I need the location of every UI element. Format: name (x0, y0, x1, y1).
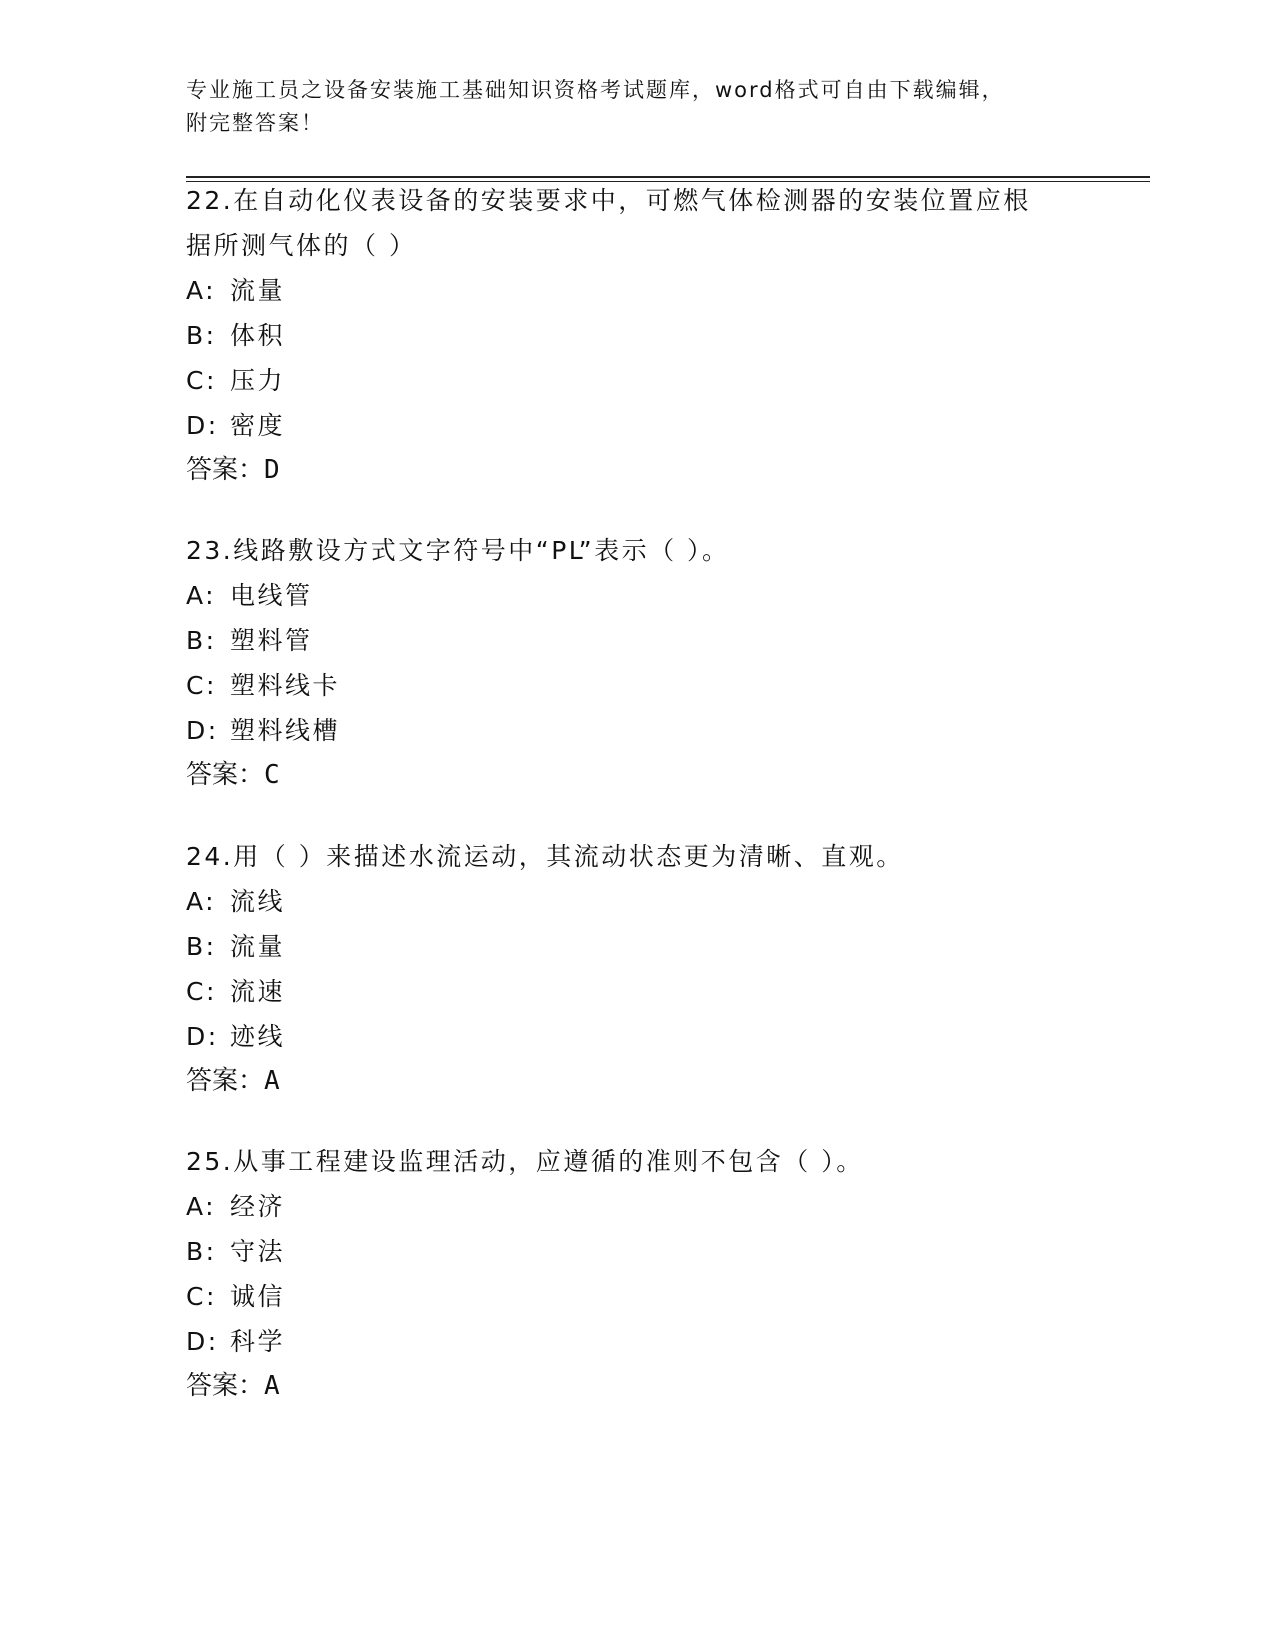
option-c (186, 1274, 1086, 1319)
option-text: 诚信 (230, 1282, 286, 1311)
option-text: 塑料管 (230, 626, 313, 655)
option-b (186, 313, 1086, 358)
answer-line (186, 1059, 1086, 1104)
question-stem-line-1: 25.从事工程建设监理活动，应遵循的准则不包含（ ）。 (186, 1147, 864, 1176)
question-25 (186, 1139, 1086, 1409)
option-a (186, 1184, 1086, 1229)
option-a (186, 573, 1086, 618)
option-key: A: (186, 887, 217, 916)
option-key: C: (186, 1282, 217, 1311)
option-text: 经济 (230, 1192, 286, 1221)
option-key: A: (186, 581, 217, 610)
question-23 (186, 528, 1086, 798)
question-22 (186, 178, 1086, 493)
question-stem-line-1: 23.线路敷设方式文字符号中“PL”表示（ ）。 (186, 536, 730, 565)
answer-value: A (264, 1371, 280, 1401)
option-text: 迹线 (230, 1022, 286, 1051)
option-key: C: (186, 671, 217, 700)
option-d (186, 403, 1086, 448)
answer-label: 答案： (186, 760, 265, 790)
option-c (186, 969, 1086, 1014)
option-text: 电线管 (230, 581, 313, 610)
option-key: B: (186, 626, 217, 655)
answer-label: 答案： (186, 1066, 265, 1096)
question-stem-line-1: 24.用（ ）来描述水流运动，其流动状态更为清晰、直观。 (186, 842, 904, 871)
option-key: C: (186, 977, 217, 1006)
option-text: 密度 (230, 411, 286, 440)
option-key: B: (186, 1237, 217, 1266)
option-b (186, 618, 1086, 663)
option-b (186, 1229, 1086, 1274)
option-text: 塑料线卡 (230, 671, 341, 700)
option-c (186, 663, 1086, 708)
answer-line (186, 448, 1086, 493)
option-a (186, 879, 1086, 924)
answer-line (186, 753, 1086, 798)
option-text: 流线 (230, 887, 286, 916)
option-key: D: (186, 716, 219, 745)
option-d (186, 1319, 1086, 1364)
document-header (186, 74, 1066, 140)
answer-label: 答案： (186, 1371, 265, 1401)
header-line-1: 专业施工员之设备安装施工基础知识资格考试题库，word格式可自由下载编辑， (186, 78, 1005, 102)
answer-label: 答案： (186, 455, 265, 485)
option-text: 科学 (230, 1327, 286, 1356)
answer-value: C (264, 760, 280, 790)
option-text: 流速 (230, 977, 286, 1006)
option-key: B: (186, 932, 217, 961)
option-text: 体积 (230, 321, 286, 350)
option-b (186, 924, 1086, 969)
answer-line (186, 1364, 1086, 1409)
option-a (186, 268, 1086, 313)
option-d (186, 708, 1086, 753)
option-key: D: (186, 411, 219, 440)
option-d (186, 1014, 1086, 1059)
option-text: 流量 (230, 932, 286, 961)
option-text: 守法 (230, 1237, 286, 1266)
question-stem-line-1: 22.在自动化仪表设备的安装要求中，可燃气体检测器的安装位置应根 (186, 186, 1031, 215)
option-text: 塑料线槽 (230, 716, 341, 745)
header-line-2: 附完整答案！ (186, 111, 324, 135)
question-stem-line-2: 据所测气体的（ ） (186, 231, 417, 260)
answer-value: A (264, 1066, 280, 1096)
option-text: 压力 (230, 366, 286, 395)
answer-value: D (264, 455, 280, 485)
option-key: A: (186, 1192, 217, 1221)
option-c (186, 358, 1086, 403)
option-key: A: (186, 276, 217, 305)
option-key: B: (186, 321, 217, 350)
option-key: D: (186, 1022, 219, 1051)
option-text: 流量 (230, 276, 286, 305)
option-key: D: (186, 1327, 219, 1356)
option-key: C: (186, 366, 217, 395)
question-24 (186, 834, 1086, 1104)
